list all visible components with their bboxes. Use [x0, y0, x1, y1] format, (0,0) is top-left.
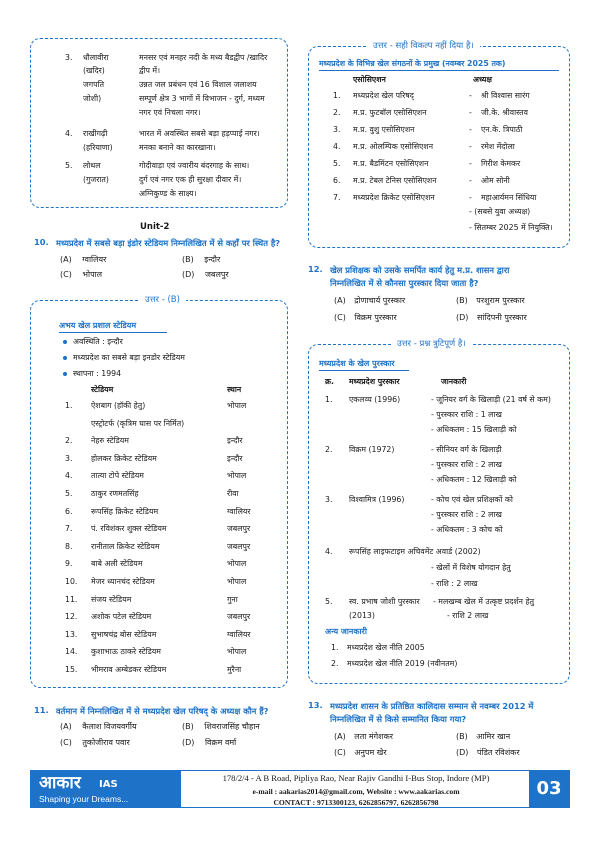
q13-option-d[interactable] [456, 748, 520, 759]
stadium-place: भोपाल [227, 401, 247, 410]
stadium-number: 9. [65, 559, 73, 569]
award-number: 4. [325, 547, 333, 556]
stadium-name: ऐशबाग (हॉकी हेतु) [91, 401, 146, 410]
award-info: - जूनियर वर्ग के खिलाड़ी (21 वर्ष से कम) [431, 395, 551, 404]
answer-11-tag: उत्तर - सही विकल्प नहीं दिया है। [367, 41, 480, 52]
award-info: - अधिकतम : 15 खिलाड़ी को [431, 425, 517, 434]
option-text: इन्दौर [204, 255, 221, 264]
assoc-extra-note: - सितम्बर 2025 में नियुक्ति। [469, 223, 553, 232]
stadium-name: भीमराव अम्बेडकर स्टेडियम [91, 665, 167, 674]
option-key: (C) [334, 748, 346, 757]
award-info: - पुरस्कार राशि : 2 लाख [431, 510, 502, 519]
other-info-heading: अन्य जानकारी [325, 627, 367, 636]
bullet-item [63, 369, 121, 380]
answer-11-heading: मध्यप्रदेश के विभिन्न खेल संगठनों के प्रमुख (नवम्बर 2025 तक) [319, 59, 506, 68]
stadium-number: 15. [65, 665, 78, 674]
other-info-number: 2. [331, 659, 339, 668]
assoc-number: 5. [333, 159, 341, 168]
assoc-dash: - [469, 193, 472, 202]
option-text: तुकोजीराव पवार [82, 738, 130, 747]
other-info-text: मध्यप्रदेश खेल नीति 2005 [346, 643, 425, 652]
site-name: धौलावीरा [83, 53, 109, 62]
answer-10-tag: उत्तर - (B) [139, 295, 186, 306]
award-info: - अधिकतम : 12 खिलाड़ी को [431, 475, 517, 484]
other-info-text: मध्यप्रदेश खेल नीति 2019 (नवीनतम) [346, 659, 458, 668]
stadium-name: मेजर ध्यानचंद स्टेडियम [91, 577, 155, 586]
bullet-icon [63, 372, 67, 376]
award-info: - राशि 2 लाख [447, 611, 489, 620]
question-13-text-line1: मध्यप्रदेश शासन के प्रतिष्ठित कालिदास सम्मान से नवम्बर 2012 में [330, 701, 534, 711]
question-10-number: 10. [34, 237, 49, 247]
assoc-extra-note: - (सबसे युवा अध्यक्ष) [469, 207, 531, 216]
option-text: परशुराम पुरस्कार [476, 296, 525, 305]
col-header-president: अध्यक्ष [473, 75, 493, 84]
stadium-place: भोपाल [227, 647, 247, 657]
stadium-number: 3. [65, 453, 73, 463]
other-info-item [331, 643, 425, 654]
award-number: 1. [325, 395, 333, 404]
q12-option-c[interactable] [334, 313, 397, 324]
assoc-president: गिरीश केमकर [481, 159, 521, 168]
option-text: विक्रम वर्मा [204, 738, 237, 747]
option-text: सांदिपनी पुरस्कार [476, 313, 527, 322]
site-number: 3. [65, 53, 73, 62]
option-text: कैलाश विजयवर्गीय [82, 722, 137, 731]
assoc-name: मध्यप्रदेश क्रिकेट एसोसिएशन [353, 193, 435, 202]
award-name: रूपसिंह लाइफटाइम अचिवमेंट अवार्ड (2002) [349, 547, 481, 556]
assoc-president: एन.के. त्रिपाठी [481, 125, 523, 134]
question-12-text-line1: खेल प्रशिक्षक को उसके समर्पित कार्य हेतु म.प्र. शासन द्वारा [330, 265, 510, 275]
stadium-place: जबलपुर [227, 541, 251, 551]
assoc-number: 3. [333, 125, 341, 134]
site-sub: (खदिर) [83, 66, 105, 75]
stadium-number: 12. [65, 612, 78, 622]
col-header-award: मध्यप्रदेश पुरस्कार [349, 377, 400, 386]
assoc-dash: - [469, 91, 472, 100]
award-info: - सीनियर वर्ग के खिलाड़ी [431, 445, 502, 454]
assoc-number: 7. [333, 193, 341, 202]
site-detail: द्वीप में। [139, 66, 161, 75]
site-detail: मनका बनाने का कारखाना। [139, 143, 216, 152]
col-header-number: क्र. [325, 377, 334, 386]
answer-10-box [30, 295, 288, 688]
footer-contact-block [186, 771, 526, 807]
stadium-number: 6. [65, 506, 73, 516]
option-text: भोपाल [82, 270, 103, 279]
q11-option-d[interactable] [182, 738, 236, 749]
q10-option-b[interactable] [182, 255, 220, 266]
site-sub: (हरियाणा) [83, 143, 113, 152]
q13-option-a[interactable] [334, 732, 393, 743]
answer-12-box [308, 339, 570, 684]
bullet-icon [63, 340, 67, 344]
stadium-number: 8. [65, 541, 73, 551]
site-sub: जगपति [83, 80, 105, 89]
answer-11-box [308, 41, 570, 248]
assoc-dash: - [469, 176, 472, 185]
q10-option-d[interactable] [182, 270, 229, 281]
answer-10-heading: अभय खेल प्रशाल स्टेडियम [59, 321, 137, 330]
assoc-dash: - [469, 108, 472, 117]
award-info: - कोच एवं खेल प्रशिक्षकों को [431, 495, 513, 504]
stadium-number: 13. [65, 629, 78, 639]
question-13-text-line2: निम्नलिखित में से किसे सम्मानित किया गया? [330, 714, 467, 724]
tagline: Shaping your Dreams... [39, 794, 129, 804]
option-key: (B) [456, 296, 468, 305]
stadium-place: ग्वालियर [227, 629, 251, 639]
option-text: जबलपुर [204, 270, 229, 279]
site-detail: दुर्ग एवं नगर एक ही सुरक्षा दीवार में। [139, 175, 242, 184]
stadium-name: रूपसिंह क्रिकेट स्टेडियम [91, 506, 159, 516]
stadium-place: इन्दौर [227, 436, 243, 446]
award-name: विक्रम (1972) [349, 445, 395, 454]
col-header-stadium: स्टेडियम [91, 385, 114, 394]
site-sub: (गुजरात) [83, 175, 109, 184]
option-key: (A) [334, 296, 346, 305]
site-number: 4. [65, 129, 73, 138]
option-key: (A) [60, 722, 72, 731]
award-info: - मलखम्ब खेल में उत्कृष्ट प्रदर्शन हेतु [433, 597, 535, 606]
option-text: द्रोणाचार्य पुरस्कार [354, 296, 406, 305]
q12-option-a[interactable] [334, 296, 405, 307]
page-footer [30, 770, 570, 808]
assoc-president: रमेश मेंदोला [481, 142, 515, 151]
award-name: विश्वामित्र (1996) [349, 495, 405, 504]
site-detail: भारत में अवस्थित सबसे बड़ा हड़प्पाई नगर। [139, 129, 260, 138]
assoc-extra-text: सितम्बर 2025 में नियुक्ति। [474, 223, 553, 232]
stadium-name: नेहरु स्टेडियम [91, 436, 129, 446]
option-key: (A) [60, 255, 72, 264]
assoc-name: म.प्र. फुटबॉल एसोसिएशन [353, 108, 427, 117]
stadium-number: 11. [65, 594, 78, 604]
question-13-number: 13. [308, 700, 323, 710]
bullet-icon [63, 356, 67, 360]
site-name: राखीगढ़ी [83, 129, 108, 138]
footer-address: 178/2/4 - A B Road, Pipliya Rao, Near Rajiv Gandhi I-Bus Stop, Indore (MP) [222, 773, 490, 783]
q10-option-a[interactable] [60, 255, 106, 266]
question-10-text: मध्यप्रदेश में सबसे बड़ा इंडोर स्टेडियम निम्नलिखित में से कहाँ पर स्थित है? [56, 238, 281, 248]
assoc-president: श्री विश्वास सारंग [481, 91, 530, 100]
q10-option-c[interactable] [60, 270, 102, 281]
q11-option-c[interactable] [60, 738, 130, 749]
stadium-place: गुना [227, 594, 238, 604]
col-header-place: स्थान [227, 385, 242, 394]
assoc-name: म.प्र. वुशु एसोसिएशन [353, 125, 415, 134]
assoc-president: ओम सोनी [481, 176, 510, 185]
option-key: (D) [456, 313, 469, 322]
site-detail: नगर एवं निचला नगर। [139, 108, 201, 117]
stadium-place: भोपाल [227, 471, 247, 481]
stadium-place: मुरैना [227, 665, 242, 674]
unit-label: Unit-2 [140, 222, 170, 232]
question-11-number: 11. [34, 705, 49, 715]
stadium-number: 4. [65, 471, 73, 481]
assoc-number: 4. [333, 142, 341, 151]
stadium-name: बाबे अली स्टेडियम [91, 559, 143, 569]
answer-12-tag: उत्तर - प्रश्न त्रुटिपूर्ण है। [391, 339, 472, 350]
footer-contact: CONTACT : 9713300123, 6262856797, 6262856798 [273, 797, 439, 807]
option-text: पंडित रविशंकर [476, 748, 520, 757]
stadium-place: भोपाल [227, 577, 247, 586]
q11-option-b[interactable] [182, 722, 260, 733]
assoc-name: म.प्र. ओलम्पिक एसोसिएशन [353, 142, 434, 151]
site-name: लोथल [83, 161, 101, 170]
stadium-number: 14. [65, 647, 78, 657]
site-detail: उन्नत जल प्रबंधन एवं 16 विशाल जलाशय [139, 80, 257, 89]
stadium-name: ठाकुर रणमतसिंह [91, 489, 139, 498]
harappan-sites-box [30, 38, 288, 208]
q13-option-b[interactable] [456, 732, 510, 743]
option-key: (C) [60, 738, 72, 747]
award-name: स्व. प्रभाष जोशी पुरस्कार [349, 597, 420, 606]
site-detail: गोदीवाड़ा एवं ज्वारीय बंदरगाह के साथ। [139, 161, 250, 170]
option-key: (B) [182, 722, 194, 731]
stadium-name: पं. रविशंकर शुक्ल स्टेडियम [91, 524, 167, 534]
option-text: शिवराजसिंह चौहान [204, 722, 260, 731]
footer-email: e-mail : aakarias2014@gmail.com, Website : www.aakarias.com [252, 786, 460, 796]
assoc-dash: - [469, 142, 472, 151]
logo-text: आकार [39, 773, 81, 793]
stadium-name: होलकर क्रिकेट स्टेडियम [91, 453, 157, 463]
stadium-place: ग्वालियर [227, 506, 251, 516]
assoc-president: जी.के. श्रीवास्तव [481, 108, 528, 117]
site-sub: जोशी) [83, 94, 102, 103]
assoc-name: मध्यप्रदेश खेल परिषद् [353, 91, 414, 100]
assoc-number: 2. [333, 108, 341, 117]
stadium-number: 2. [65, 436, 73, 446]
assoc-number: 1. [333, 91, 341, 100]
answer-12-heading: मध्यप्रदेश के खेल पुरस्कार [319, 359, 395, 368]
award-info: - पुरस्कार राशि : 1 लाख [431, 410, 502, 419]
option-text: लता मंगेशकर [354, 732, 394, 741]
award-info: - राशि : 2 लाख [431, 579, 478, 588]
q12-option-b[interactable] [456, 296, 525, 307]
stadium-name: कुशाभाऊ ठाकरे स्टेडियम [91, 647, 161, 657]
assoc-extra-text: (सबसे युवा अध्यक्ष) [474, 207, 531, 216]
question-12-text-line2: निम्नलिखित में से कौनसा पुरस्कार दिया जाता है? [330, 278, 479, 288]
stadium-name: संजय स्टेडियम [91, 594, 132, 604]
option-key: (D) [182, 270, 195, 279]
option-key: (B) [182, 255, 194, 264]
col-header-association: एसोसिएशन [353, 75, 386, 84]
stadium-place: जबलपुर [227, 612, 251, 622]
assoc-name: म.प्र. बैडमिंटन एसोसिएशन [353, 159, 429, 168]
site-detail: सम्पूर्ण क्षेत्र 3 भागों में विभाजन - दुर्ग, मध्यम [139, 94, 265, 103]
option-text: विक्रम पुरस्कार [354, 313, 397, 322]
stadium-place: इन्दौर [227, 453, 243, 463]
stadium-place: भोपाल [227, 559, 247, 569]
award-info: - खेलों में विशेष योगदान हेतु [431, 563, 511, 572]
option-key: (C) [60, 270, 72, 279]
option-key: (A) [334, 732, 346, 741]
other-info-item [331, 659, 457, 670]
bullet-item [63, 337, 123, 348]
question-12-number: 12. [308, 264, 323, 274]
site-detail: मनसर एवं मनहर नदी के मध्य बैडद्वीप /खादिर [139, 53, 268, 62]
stadium-place: जबलपुर [227, 524, 251, 534]
bullet-item [63, 353, 185, 364]
award-number: 5. [325, 597, 333, 606]
other-info-number: 1. [331, 643, 339, 652]
stadium-name: अशोक पटेल स्टेडियम [91, 612, 152, 622]
award-year: (2013) [349, 611, 375, 620]
bullet-text: अवस्थिति : इन्दौर [73, 337, 123, 346]
assoc-dash: - [469, 159, 472, 168]
brand-logo [31, 771, 181, 807]
q12-option-d[interactable] [456, 313, 527, 324]
stadium-name: सुभाषचंद्र बोस स्टेडियम [91, 629, 157, 639]
bullet-text: स्थापना : 1994 [73, 369, 122, 378]
page-number: 03 [529, 771, 569, 807]
assoc-number: 6. [333, 176, 341, 185]
assoc-name: म.प्र. टेबल टेनिस एसोसिएशन [353, 176, 437, 185]
bullet-text: मध्यप्रदेश का सबसे बड़ा इनडोर स्टेडियम [73, 353, 185, 362]
option-key: (D) [182, 738, 195, 747]
award-number: 3. [325, 495, 333, 504]
award-info: - अधिकतम : 3 कोच को [431, 525, 503, 534]
stadium-name: एस्ट्रोटर्फ (कृत्रिम घास पर निर्मित) [91, 418, 185, 428]
col-header-info: जानकारी [441, 377, 467, 386]
stadium-name: रानीताल क्रिकेट स्टेडियम [91, 541, 160, 551]
stadium-number: 10. [65, 577, 78, 586]
question-11-text: वर्तमान में निम्नलिखित में से मध्यप्रदेश खेल परिषद् के अध्यक्ष कौन हैं? [56, 706, 269, 716]
option-key: (B) [456, 732, 468, 741]
site-number: 5. [65, 161, 73, 170]
heading-underline [319, 370, 409, 371]
award-number: 2. [325, 445, 333, 454]
heading-underline [319, 70, 559, 71]
site-detail: अग्निकुण्ड के साक्ष्य। [139, 189, 197, 198]
stadium-number: 5. [65, 489, 73, 498]
stadium-place: रीवा [227, 489, 239, 498]
assoc-dash: - [469, 125, 472, 134]
option-text: ग्वालियर [82, 255, 107, 264]
stadium-number: 7. [65, 524, 73, 534]
option-key: (C) [334, 313, 346, 322]
q13-option-c[interactable] [334, 748, 387, 759]
stadium-name: तात्या टोपे स्टेडियम [91, 471, 144, 481]
q11-option-a[interactable] [60, 722, 137, 733]
assoc-president: महाआर्यमन सिंधिया [481, 193, 537, 202]
option-key: (D) [456, 748, 469, 757]
stadium-number: 1. [65, 401, 73, 410]
heading-underline [59, 332, 167, 333]
option-text: अनुपम खेर [354, 748, 387, 757]
option-text: आमिर खान [476, 732, 511, 741]
logo-suffix: IAS [99, 779, 118, 790]
award-name: एकलव्य (1996) [349, 395, 401, 404]
award-info: - पुरस्कार राशि : 2 लाख [431, 460, 502, 469]
